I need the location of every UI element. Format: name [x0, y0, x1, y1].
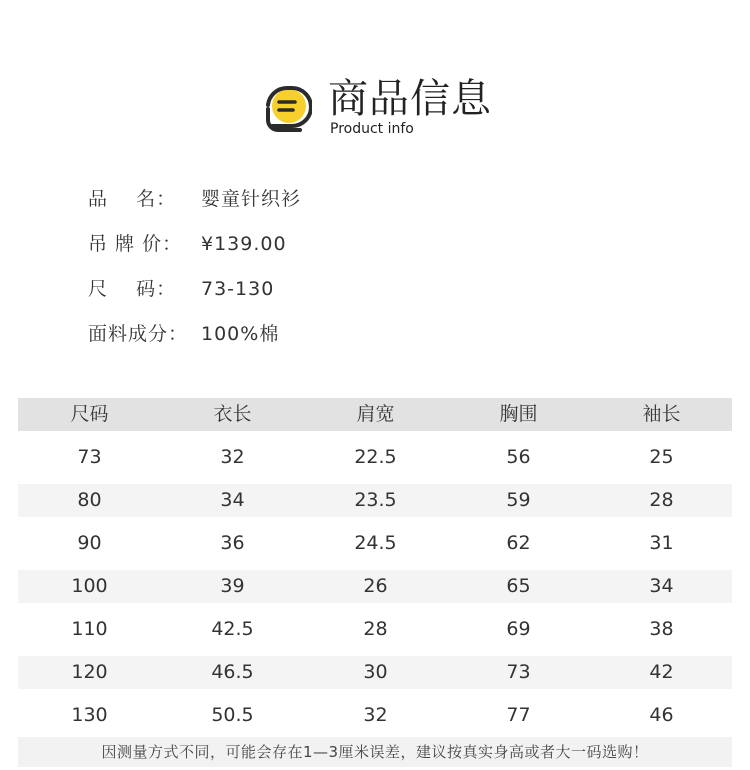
table-cell: 39 — [220, 575, 245, 597]
table-cell: 22.5 — [354, 446, 397, 468]
table-row — [18, 527, 732, 560]
table-cell: 56 — [506, 446, 531, 468]
table-cell: 42.5 — [211, 618, 254, 640]
column-header: 袖长 — [642, 403, 681, 425]
table-cell: 34 — [649, 575, 674, 597]
table-cell: 69 — [506, 618, 531, 640]
info-value: 100%棉 — [201, 323, 280, 345]
table-cell: 100 — [71, 575, 108, 597]
column-header: 肩宽 — [356, 403, 395, 425]
table-cell: 36 — [220, 532, 245, 554]
table-row — [18, 656, 732, 689]
table-cell: 130 — [71, 704, 108, 726]
table-cell: 32 — [363, 704, 388, 726]
table-cell: 28 — [363, 618, 388, 640]
table-cell: 90 — [77, 532, 102, 554]
column-header: 尺码 — [70, 403, 109, 425]
table-cell: 31 — [649, 532, 674, 554]
table-cell: 120 — [71, 661, 108, 683]
table-cell: 110 — [71, 618, 108, 640]
table-header-row — [18, 398, 732, 431]
table-row — [18, 699, 732, 732]
table-cell: 77 — [506, 704, 531, 726]
info-label: 尺 码： — [88, 278, 177, 300]
column-header: 胸围 — [499, 403, 538, 425]
table-cell: 42 — [649, 661, 674, 683]
size-table — [18, 398, 732, 732]
table-cell: 65 — [506, 575, 531, 597]
table-cell: 34 — [220, 489, 245, 511]
table-cell: 62 — [506, 532, 531, 554]
table-cell: 24.5 — [354, 532, 397, 554]
table-cell: 38 — [649, 618, 674, 640]
table-cell: 59 — [506, 489, 531, 511]
table-cell: 32 — [220, 446, 245, 468]
section-header — [262, 76, 502, 138]
table-row — [18, 441, 732, 474]
table-cell: 50.5 — [211, 704, 254, 726]
info-label: 面料成分： — [88, 323, 189, 345]
table-cell: 30 — [363, 661, 388, 683]
table-cell: 73 — [77, 446, 102, 468]
table-cell: 25 — [649, 446, 674, 468]
info-value: 73-130 — [201, 278, 275, 300]
page-title: 商品信息 — [328, 76, 492, 122]
table-cell: 28 — [649, 489, 674, 511]
table-cell: 26 — [363, 575, 388, 597]
document-lines-icon — [262, 84, 312, 134]
table-cell: 73 — [506, 661, 531, 683]
table-cell: 46 — [649, 704, 674, 726]
table-row — [18, 570, 732, 603]
info-value: 婴童针织衫 — [201, 188, 302, 210]
column-header: 衣长 — [213, 403, 252, 425]
table-cell: 80 — [77, 489, 102, 511]
info-label: 吊 牌 价： — [88, 233, 183, 255]
table-row — [18, 613, 732, 646]
measurement-note: 因测量方式不同，可能会存在1—3厘米误差，建议按真实身高或者大一码选购！ — [18, 737, 732, 767]
page-subtitle: Product info — [330, 121, 414, 137]
table-cell: 46.5 — [211, 661, 254, 683]
table-cell: 23.5 — [354, 489, 397, 511]
info-value: ¥139.00 — [201, 233, 287, 255]
info-label: 品 名： — [88, 188, 177, 210]
table-row — [18, 484, 732, 517]
